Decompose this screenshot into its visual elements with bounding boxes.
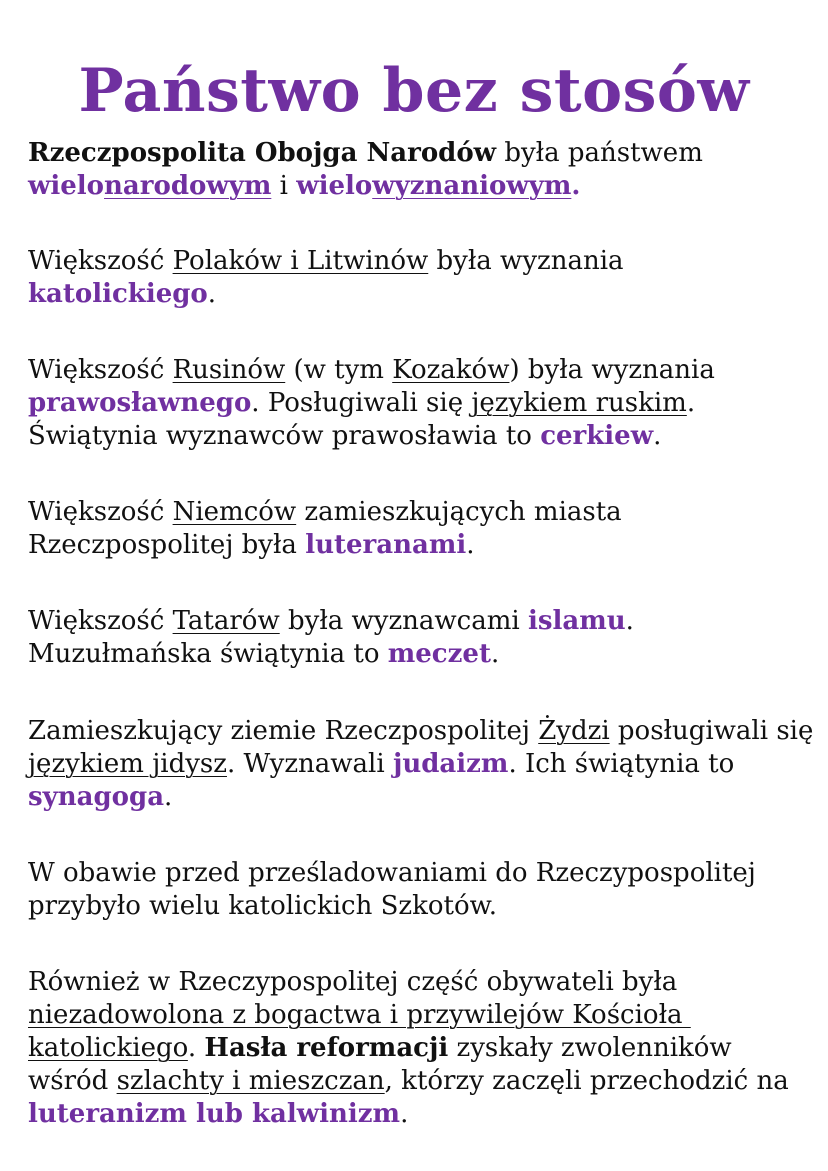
paragraph-ruthenians: [28, 354, 818, 453]
text-run: . Świątynia wyznawców prawosławia to: [28, 388, 704, 451]
underlined-term: szlachty i mieszczan: [116, 1066, 385, 1096]
paragraph-germans: [28, 496, 818, 562]
highlighted-term: katolickiego: [28, 279, 208, 309]
highlighted-term: wielo: [28, 171, 105, 201]
paragraph-poles-lithuanians: [28, 245, 818, 311]
bold-term: Rzeczpospolita Obojga Narodów: [28, 138, 497, 168]
highlighted-term: synagoga: [28, 782, 165, 812]
text-run: ) była wyznania: [509, 355, 724, 385]
highlighted-term: islamu: [527, 606, 626, 636]
text-run: była wyznawcami: [279, 606, 528, 636]
highlighted-term: wielo: [296, 171, 373, 201]
text-run: Zamieszkujący ziemie Rzeczpospolitej: [28, 716, 539, 746]
underlined-term: niezadowolona z bogactwa i przywilejów Kościoła katolickiego: [28, 1000, 691, 1063]
highlighted-term: narodowym: [104, 171, 272, 201]
text-run: .: [187, 1033, 205, 1063]
highlighted-term: .: [571, 171, 581, 201]
paragraph-scots: [28, 857, 818, 923]
text-run: Również w Rzeczypospolitej część obywateli była: [28, 967, 686, 997]
text-run: była wyznania: [428, 246, 632, 276]
text-run: Większość: [28, 246, 173, 276]
text-run: , którzy zaczęli przechodzić na: [384, 1066, 797, 1096]
text-run: . Muzułmańska świątynia to: [28, 606, 643, 669]
underlined-term: Tatarów: [172, 606, 280, 636]
text-run: zyskały zwolenników wśród: [28, 1033, 740, 1096]
highlighted-term: luteranizm lub kalwinizm: [28, 1099, 401, 1129]
text-run: . Posługiwali się: [251, 388, 472, 418]
underlined-term: Polaków i Litwinów: [172, 246, 429, 276]
paragraph-multinational-state: [28, 137, 818, 203]
underlined-term: Niemców: [172, 497, 297, 527]
highlighted-term: judaizm: [392, 749, 509, 779]
bold-term: Hasła reformacji: [204, 1033, 449, 1063]
highlighted-term: meczet: [387, 639, 491, 669]
text-run: była państwem: [496, 138, 712, 168]
text-run: .: [207, 279, 217, 309]
highlighted-term: cerkiew: [540, 421, 654, 451]
text-run: .: [400, 1099, 409, 1129]
text-run: .: [653, 421, 662, 451]
underlined-term: Kozaków: [392, 355, 510, 385]
text-run: .: [466, 530, 475, 560]
underlined-term: językiem ruskim: [471, 388, 687, 418]
paragraph-jews: [28, 715, 822, 814]
paragraph-tatars: [28, 605, 818, 671]
highlighted-term: wyznaniowym: [372, 171, 572, 201]
page-title: Państwo bez stosów: [78, 56, 750, 126]
underlined-term: Rusinów: [172, 355, 286, 385]
text-run: (w tym: [285, 355, 393, 385]
text-run: .: [164, 782, 173, 812]
text-run: posługiwali się: [609, 716, 822, 746]
text-run: zamieszkujących miasta Rzeczpospolitej była: [28, 497, 630, 560]
text-run: .: [490, 639, 500, 669]
text-run: . Wyznawali: [226, 749, 393, 779]
text-run: Większość: [28, 355, 173, 385]
text-run: Większość: [28, 606, 173, 636]
text-run: i: [271, 171, 297, 201]
highlighted-term: luteranami: [305, 530, 467, 560]
underlined-term: Żydzi: [538, 716, 610, 746]
underlined-term: językiem jidysz: [28, 749, 227, 779]
text-run: W obawie przed prześladowaniami do Rzeczypospolitej przybyło wielu katolickich Szkotów.: [28, 858, 765, 921]
text-run: Większość: [28, 497, 173, 527]
paragraph-reformation: [28, 966, 818, 1131]
text-run: . Ich świątynia to: [508, 749, 743, 779]
highlighted-term: prawosławnego: [28, 388, 252, 418]
